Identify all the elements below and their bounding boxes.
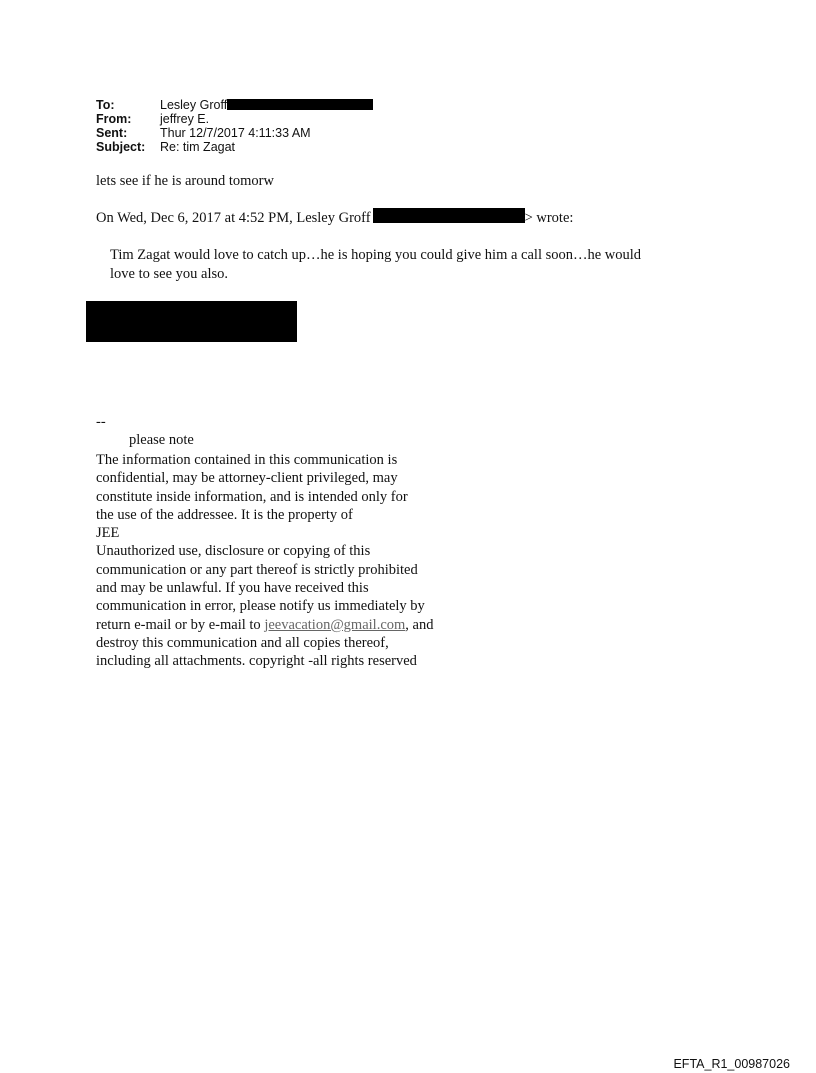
quote-intro: [96, 208, 573, 227]
email-header: [96, 98, 416, 158]
subject-label: Subject:: [96, 140, 146, 154]
email-line-prefix: return e-mail or by e-mail to: [96, 616, 265, 633]
document-id: EFTA_R1_00987026: [673, 1057, 790, 1071]
sent-value: Thur 12/7/2017 4:11:33 AM: [160, 126, 311, 140]
disclaimer-line: The information contained in this communication is: [96, 452, 398, 468]
quote-intro-suffix: > wrote:: [524, 210, 574, 226]
reply-text: lets see if he is around tomorw: [96, 173, 274, 189]
disclaimer-line: JEE: [96, 525, 120, 542]
from-value: jeffrey E.: [160, 112, 210, 126]
disclaimer-line: communication in error, please notify us immediately by: [96, 598, 425, 615]
disclaimer-line: destroy this communication and all copies thereof,: [96, 634, 389, 651]
to-redaction: [227, 99, 373, 110]
signature-dashes: --: [96, 414, 106, 430]
disclaimer-line: and may be unlawful. If you have received this: [96, 580, 369, 597]
disclaimer-line: confidential, may be attorney-client privileged, may: [96, 470, 398, 487]
to-value: [160, 98, 373, 112]
disclaimer-line: the use of the addressee. It is the property of: [96, 506, 353, 523]
to-label: To:: [96, 98, 115, 112]
disclaimer: [96, 451, 433, 671]
disclaimer-email-line: [96, 616, 433, 634]
subject-value: Re: tim Zagat: [160, 140, 236, 154]
sent-label: Sent:: [96, 126, 128, 140]
email-link[interactable]: jeevacation@gmail.com: [264, 616, 406, 633]
disclaimer-line: communication or any part thereof is strictly prohibited: [96, 561, 418, 578]
quoted-message-line-1: Tim Zagat would love to catch up…he is hoping you could give him a call soon…he would: [110, 247, 642, 263]
disclaimer-line: Unauthorized use, disclosure or copying of this: [96, 543, 371, 560]
to-name: Lesley Groff: [160, 98, 228, 112]
disclaimer-line: constitute inside information, and is intended only for: [96, 488, 408, 505]
quote-email-redaction: [373, 208, 525, 223]
from-label: From:: [96, 112, 132, 126]
email-line-suffix: , and: [405, 616, 434, 633]
quoted-message-line-2: love to see you also.: [110, 266, 228, 282]
quote-intro-prefix: On Wed, Dec 6, 2017 at 4:52 PM, Lesley Groff: [96, 210, 371, 226]
disclaimer-line: including all attachments. copyright -all rights reserved: [96, 653, 417, 670]
redaction-block: [86, 301, 297, 342]
signature-please-note: please note: [129, 432, 194, 448]
